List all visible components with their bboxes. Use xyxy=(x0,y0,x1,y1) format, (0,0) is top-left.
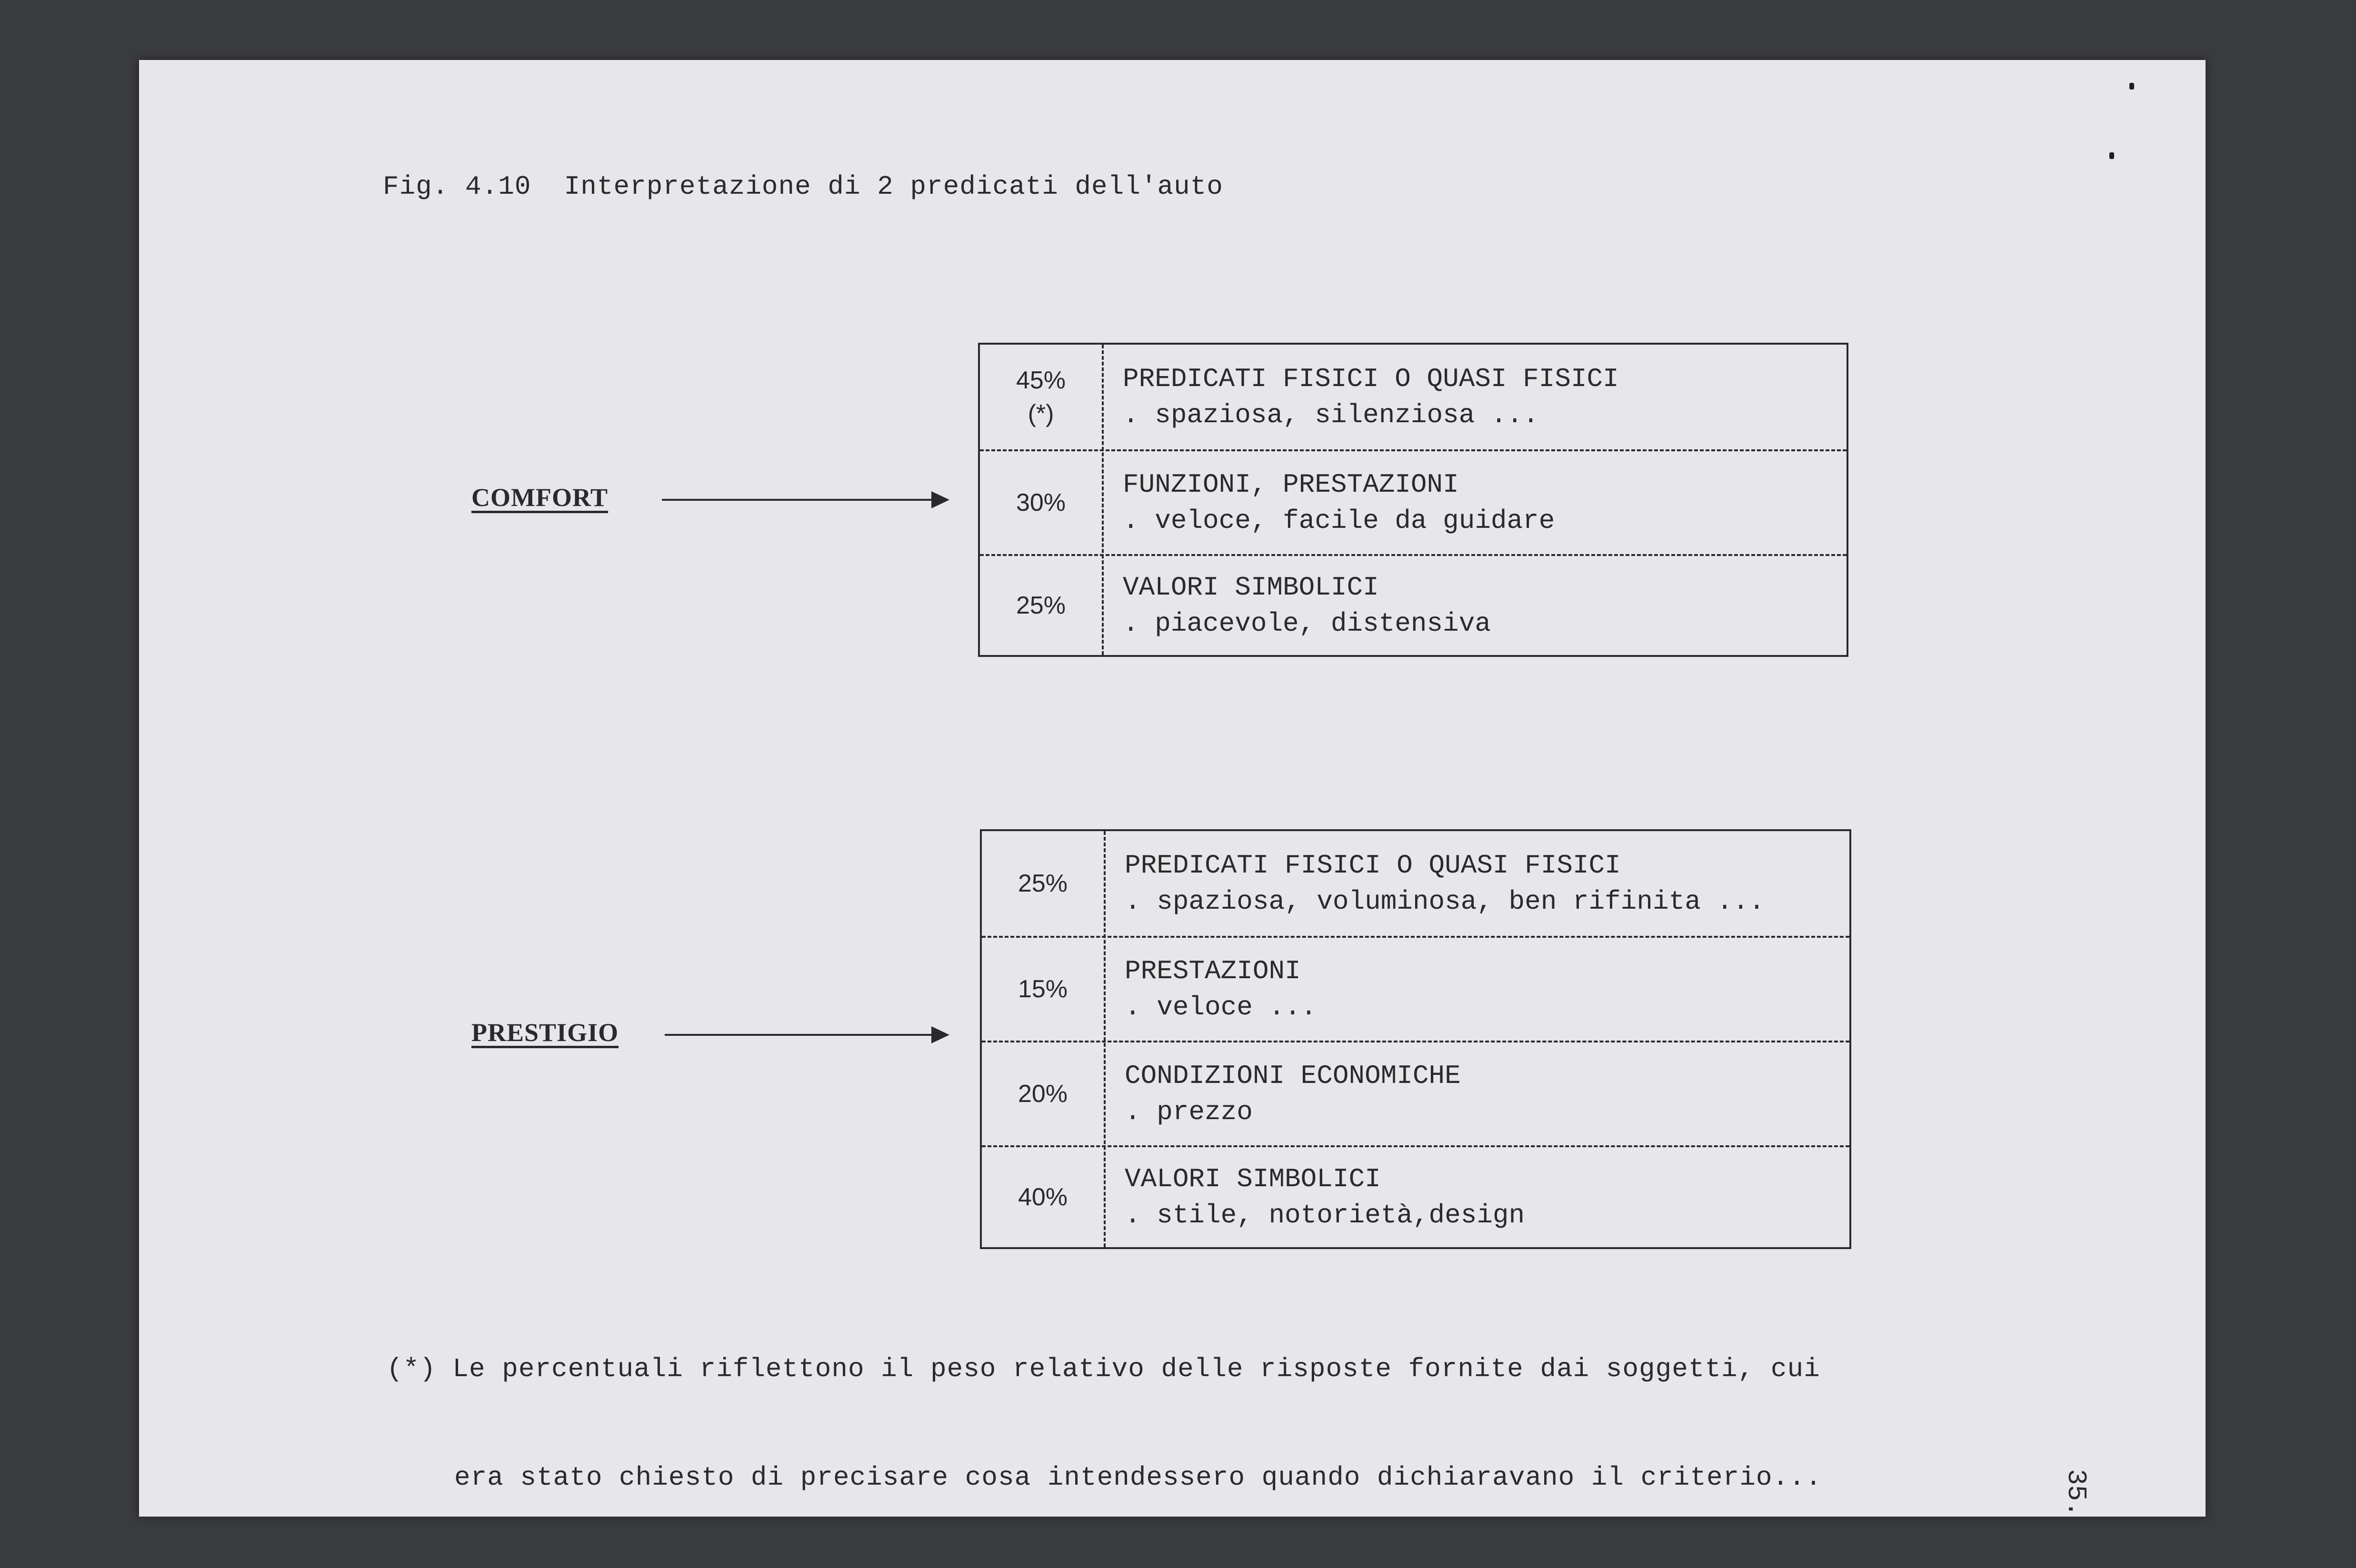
prestigio-row xyxy=(982,831,1849,936)
prestigio-row xyxy=(982,1145,1849,1247)
category-heading: VALORI SIMBOLICI xyxy=(1123,572,1379,603)
percent-value: 25% xyxy=(1016,592,1066,619)
document-page xyxy=(139,60,2206,1517)
category-heading: PREDICATI FISICI O QUASI FISICI xyxy=(1125,850,1621,881)
comfort-row xyxy=(980,345,1847,449)
footnote-mark: (*) xyxy=(1028,400,1054,427)
percent-value: 45% xyxy=(1016,367,1066,394)
category-heading: PRESTAZIONI xyxy=(1125,956,1301,986)
prestigio-row xyxy=(982,1041,1849,1145)
comfort-row xyxy=(980,449,1847,554)
percent-cell xyxy=(982,1042,1104,1145)
percent-cell xyxy=(982,831,1104,936)
category-cell xyxy=(1125,1042,1840,1145)
category-heading: PREDICATI FISICI O QUASI FISICI xyxy=(1123,364,1619,394)
category-cell xyxy=(1125,1147,1840,1247)
percent-cell xyxy=(980,345,1102,449)
footnote-line: (*) Le percentuali riflettono il peso relativo delle risposte fornite dai soggetti, cui xyxy=(387,1354,1820,1384)
category-cell xyxy=(1125,831,1840,936)
prestigio-label: PRESTIGIO xyxy=(471,1018,619,1047)
category-heading: FUNZIONI, PRESTAZIONI xyxy=(1123,469,1459,500)
percent-value: 25% xyxy=(1018,870,1068,897)
comfort-box xyxy=(978,343,1848,657)
category-examples: . veloce, facile da guidare xyxy=(1123,506,1555,536)
category-heading: VALORI SIMBOLICI xyxy=(1125,1164,1381,1194)
percent-value: 40% xyxy=(1018,1183,1068,1211)
comfort-row xyxy=(980,554,1847,655)
category-cell xyxy=(1123,345,1837,449)
footnote-line: era stato chiesto di precisare cosa intendessero quando dichiaravano il criterio... xyxy=(454,1462,1822,1493)
percent-cell xyxy=(982,1147,1104,1247)
category-examples: . spaziosa, silenziosa ... xyxy=(1123,400,1539,430)
comfort-arrow xyxy=(662,499,948,501)
page-number: 35. xyxy=(2061,1469,2091,1517)
punch-mark xyxy=(2109,152,2114,159)
percent-cell xyxy=(982,938,1104,1041)
category-examples: . piacevole, distensiva xyxy=(1123,608,1491,639)
category-cell xyxy=(1123,451,1837,554)
percent-cell xyxy=(980,451,1102,554)
category-cell xyxy=(1123,556,1837,655)
footnote xyxy=(387,1279,1822,1568)
percent-cell xyxy=(980,556,1102,655)
prestigio-row xyxy=(982,936,1849,1041)
category-examples: . prezzo xyxy=(1125,1097,1253,1127)
prestigio-arrow xyxy=(665,1034,948,1036)
percent-value: 15% xyxy=(1018,975,1068,1003)
category-examples: . stile, notorietà,design xyxy=(1125,1200,1525,1231)
category-cell xyxy=(1125,938,1840,1041)
prestigio-box xyxy=(980,829,1851,1249)
figure-title: Fig. 4.10 Interpretazione di 2 predicati dell'auto xyxy=(383,171,1223,202)
category-examples: . spaziosa, voluminosa, ben rifinita ... xyxy=(1125,886,1765,917)
punch-mark xyxy=(2129,83,2134,89)
category-heading: CONDIZIONI ECONOMICHE xyxy=(1125,1061,1461,1091)
percent-value: 20% xyxy=(1018,1080,1068,1108)
percent-value: 30% xyxy=(1016,489,1066,516)
comfort-label: COMFORT xyxy=(471,483,609,512)
category-examples: . veloce ... xyxy=(1125,992,1317,1022)
